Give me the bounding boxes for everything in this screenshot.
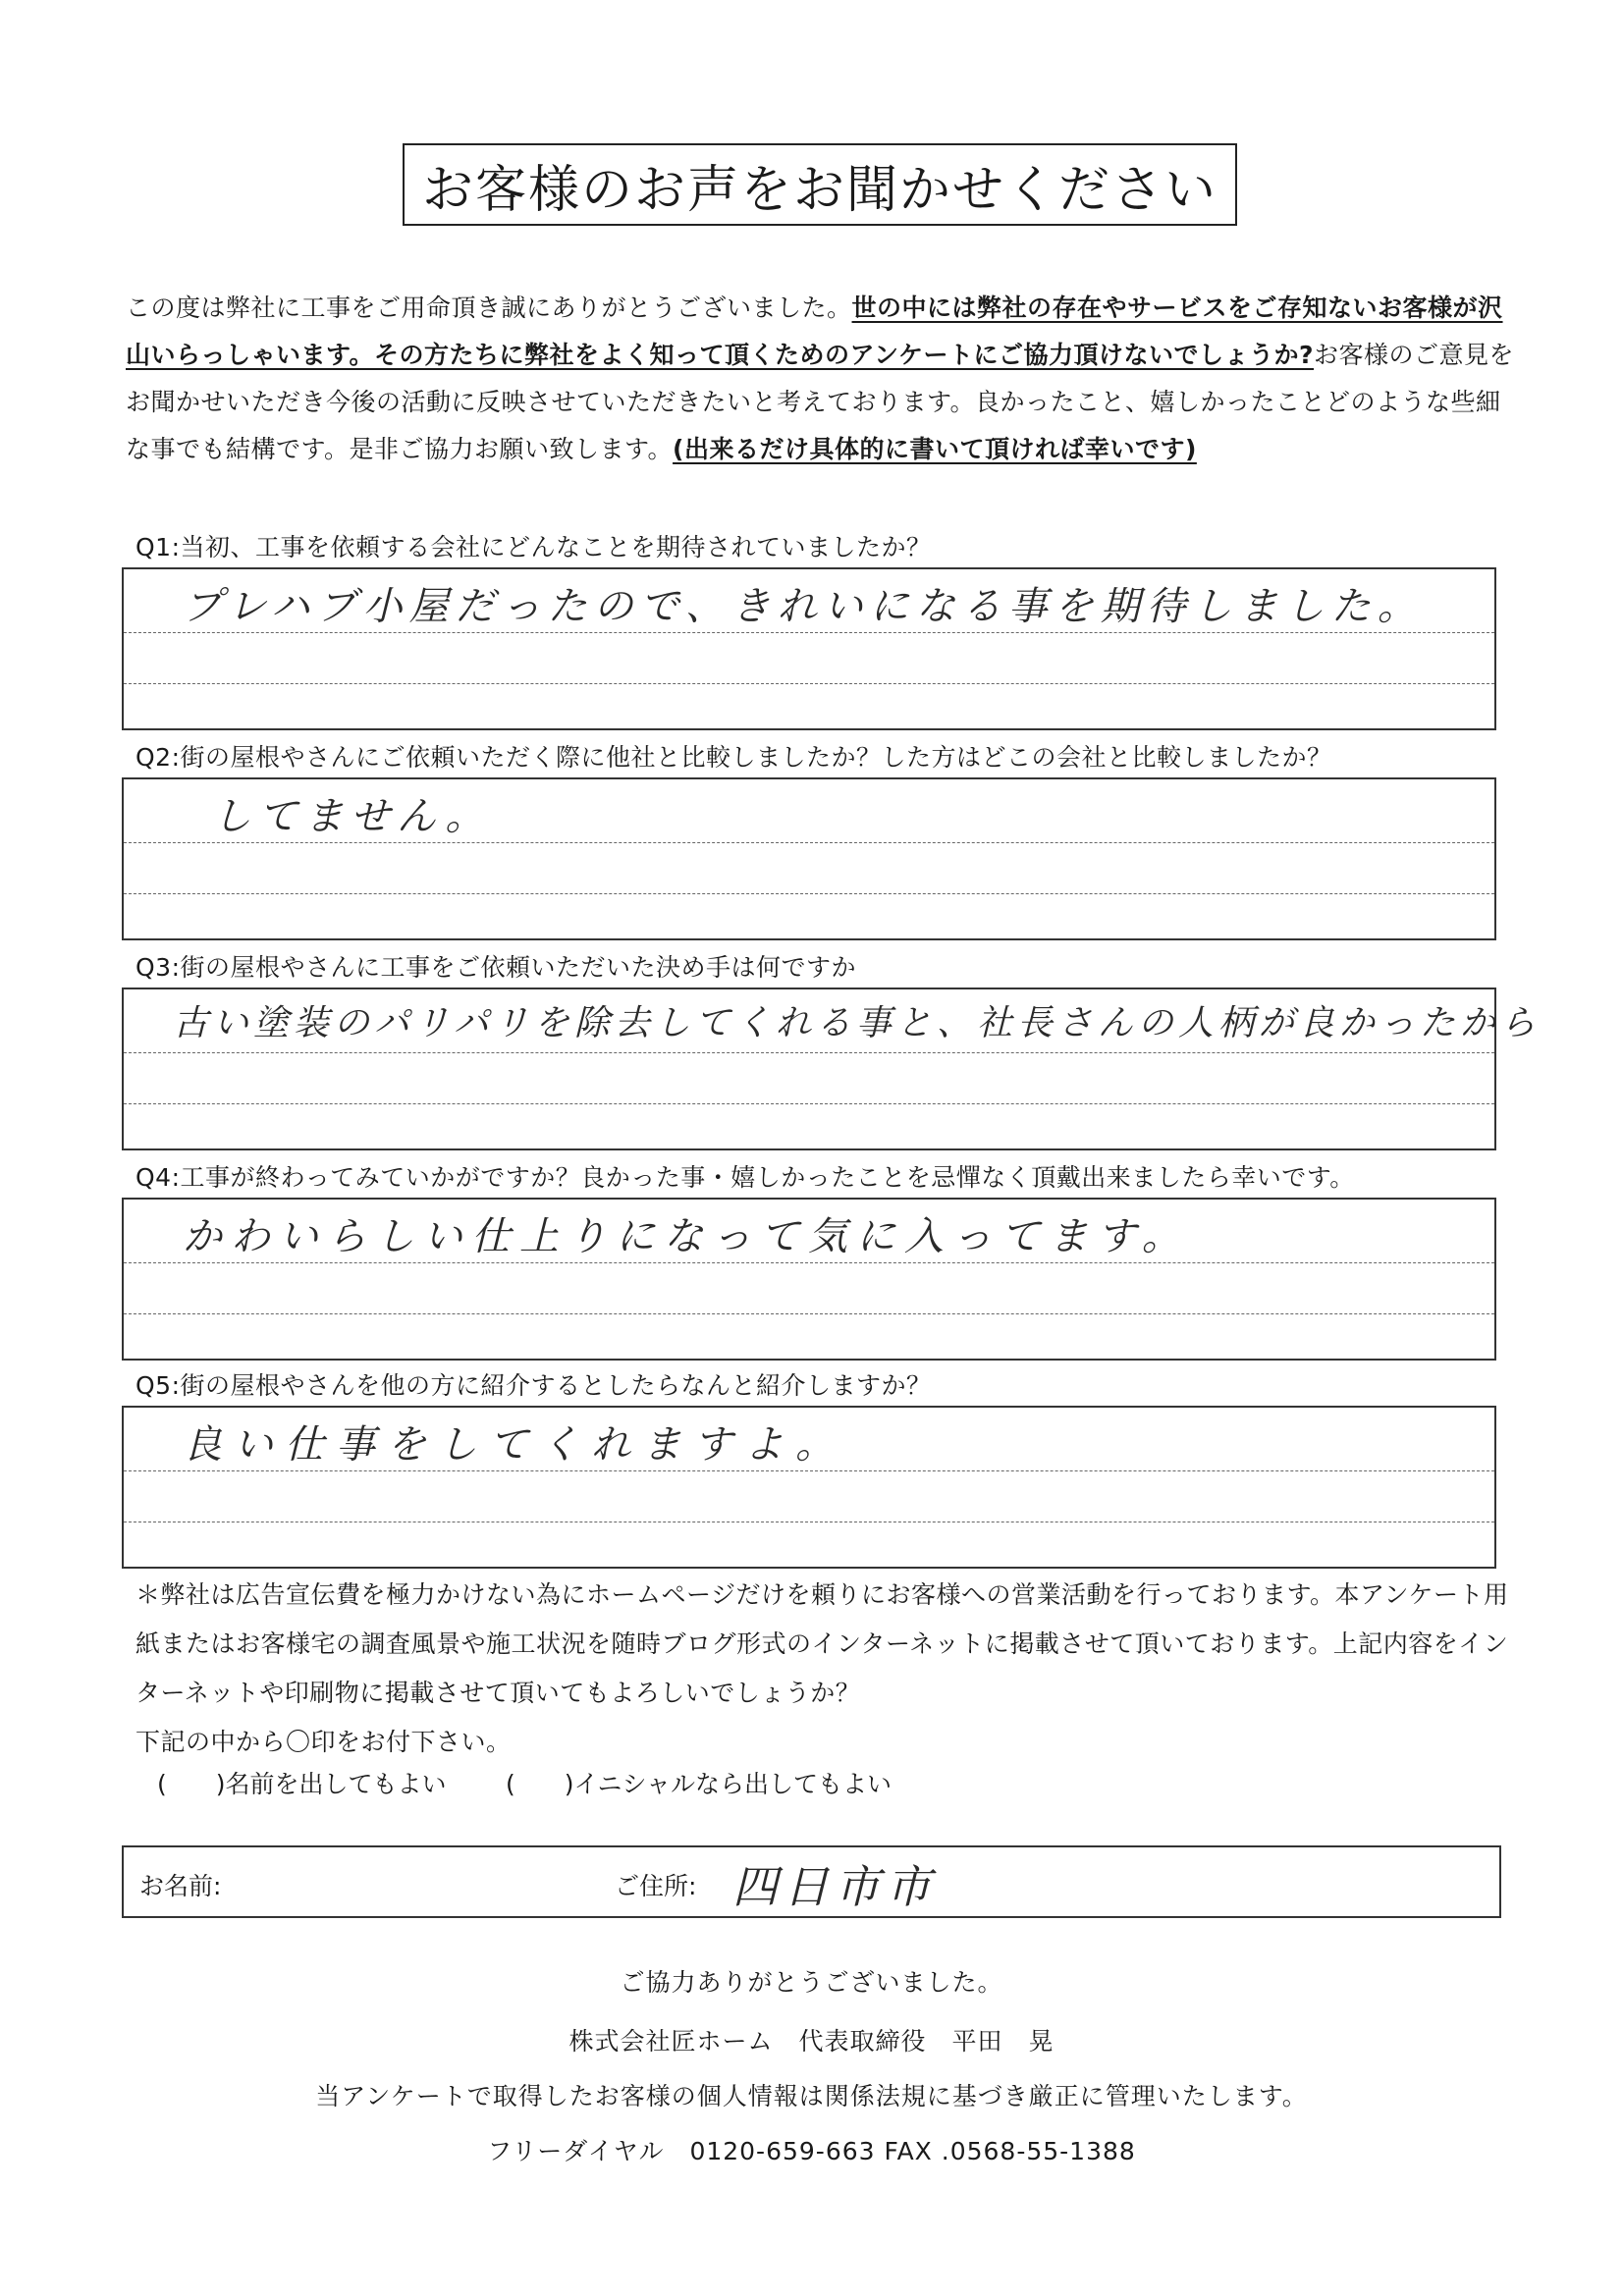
name-label: お名前: [139,1872,222,1900]
intro-text-3: お客様のご意見をお聞かせいただき今後の活動に反映させていただきたいと考えております。良かったこと、嬉しかったことどのような些細な事でも結構です。是非ご協力お願い致します。 [126,341,1515,463]
answer-line [124,1313,1494,1314]
address-value-handwriting[interactable]: 四日市市 [732,1860,937,1913]
answer-3-handwriting: 古い塗装のパリパリを除去してくれる事と、社長さんの人柄が良かったから [173,1003,1541,1043]
intro-paragraph [126,285,1520,473]
footer-privacy: 当アンケートで取得したお客様の個人情報は関係法規に基づき厳正に管理いたします。 [315,2082,1308,2110]
answer-5-handwriting: 良い仕事をしてくれますよ。 [183,1422,846,1468]
consent-option-initials[interactable]: ( )イニシャルなら出してもよい [506,1770,893,1798]
notice-instruction: 下記の中から〇印をお付下さい。 [135,1728,512,1756]
publication-notice [135,1571,1520,1767]
answer-5-box[interactable] [122,1406,1496,1569]
question-2-label: Q2:街の屋根やさんにご依頼いただく際に他社と比較しましたか？した方はどこの会社と比較しましたか？ [135,743,1332,772]
answer-line [124,893,1494,894]
answer-line [124,1052,1494,1053]
notice-text: ＊弊社は広告宣伝費を極力かけない為にホームページだけを頼りにお客様への営業活動を行っております。本アンケート用紙またはお客様宅の調査風景や施工状況を随時ブログ形式のインターネットに掲載させて頂いております。上記内容をインターネットや印刷物に掲載させて頂いてもよろしいでしょうか？ [135,1580,1509,1707]
answer-line [124,1103,1494,1104]
footer-contact: フリーダイヤル 0120-659-663 FAX .0568-55-1388 [487,2137,1136,2165]
answer-2-box[interactable] [122,777,1496,940]
footer-company: 株式会社匠ホーム 代表取締役 平田 晃 [568,2027,1055,2056]
contact-info-box [122,1845,1501,1918]
answer-line [124,1470,1494,1471]
question-5-label: Q5:街の屋根やさんを他の方に紹介するとしたらなんと紹介しますか？ [135,1371,932,1400]
question-1-label: Q1:当初、工事を依頼する会社にどんなことを期待されていましたか？ [135,533,932,561]
answer-1-box[interactable] [122,567,1496,730]
answer-2-handwriting: してません。 [212,794,492,839]
answer-line [124,842,1494,843]
address-label: ご住所: [615,1872,697,1900]
answer-1-handwriting: プレハブ小屋だったので、きれいになる事を期待しました。 [183,584,1424,629]
answer-3-box[interactable] [122,988,1541,1150]
intro-text-1: この度は弊社に工事をご用命頂き誠にありがとうございました。 [126,294,852,322]
question-3-label: Q3:街の屋根やさんに工事をご依頼いただいた決め手は何ですか [135,953,857,982]
answer-4-handwriting: かわいらしい仕上りになって気に入ってます。 [183,1214,1190,1259]
answer-4-box[interactable] [122,1198,1496,1361]
question-4-label: Q4:工事が終わってみていかがですか？良かった事・嬉しかったことを忌憚なく頂戴出来ましたら幸いです。 [135,1163,1355,1192]
intro-text-2-underlined: 世の中には弊社の存在やサービスをご存知ないお客様が沢山いらっしゃいます。その方たちに弊社をよく知って頂くためのアンケートにご協力頂けないでしょうか? [126,294,1503,369]
footer-thanks: ご協力ありがとうございました。 [620,1968,1003,1997]
consent-option-name[interactable]: ( )名前を出してもよい [157,1770,447,1798]
page-title: お客様のお声をお聞かせください [403,143,1237,226]
intro-text-4-underlined: (出来るだけ具体的に書いて頂ければ幸いです) [673,435,1197,463]
answer-line [124,683,1494,684]
answer-line [124,1262,1494,1263]
answer-line [124,632,1494,633]
